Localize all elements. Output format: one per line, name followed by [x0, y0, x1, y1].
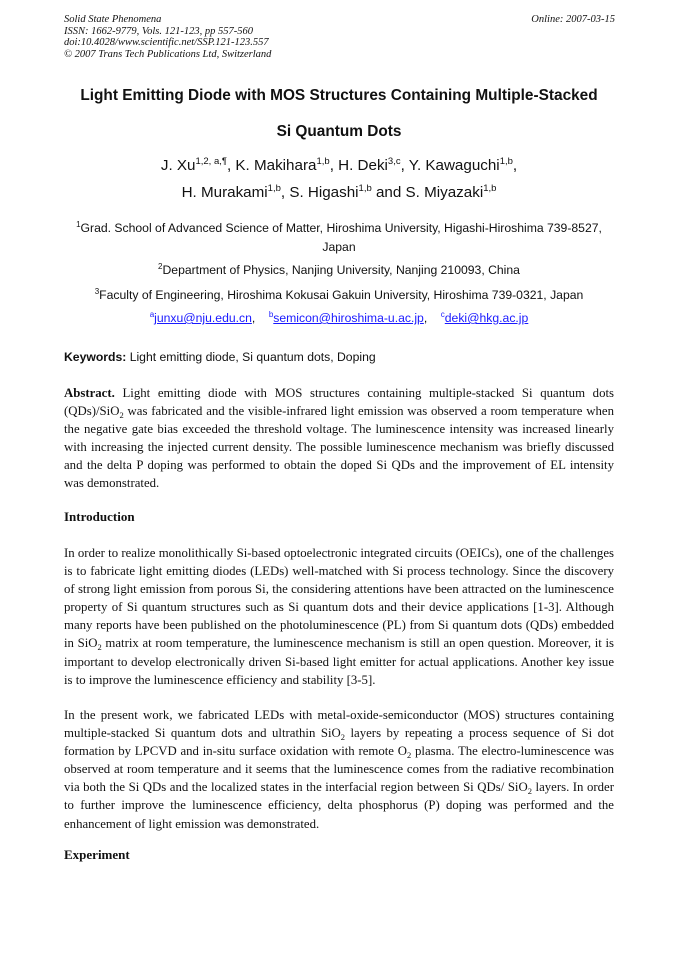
- email-marker: a: [149, 310, 155, 319]
- subscript: 2: [406, 750, 412, 761]
- affiliation-text: Grad. School of Advanced Science of Matter, Hiroshima University, Higashi-Hiroshima 739-8527, Japan: [80, 221, 602, 254]
- abstract-text: Light emitting diode with MOS structures containing multiple-stacked Si quantum dots (QDs)/SiO: [64, 386, 614, 419]
- affiliation-text: Faculty of Engineering, Hiroshima Kokusai Gakuin University, Hiroshima 739-0321, Japan: [99, 288, 584, 302]
- email-link-a[interactable]: junxu@nju.edu.cn: [154, 311, 252, 325]
- author-superscript: 1,2, a,¶: [195, 156, 227, 167]
- affiliation-1: [60, 219, 618, 257]
- affiliation-number: 2: [158, 262, 163, 271]
- paper-title-line-2: Si Quantum Dots: [276, 123, 402, 140]
- author-superscript: 1,b: [316, 156, 330, 167]
- subscript: 2: [340, 732, 345, 743]
- paragraph-text: In order to realize monolithically Si-based optoelectronic integrated circuits (OEICs), one of the challenges is to fabricate light emitting diodes (LEDs) well-matched with Si process technology. Since the discovery of strong light emission from porous Si, the considering attentions have been attracted on the luminescence property of Si quantum structures such as Si quantum dots and their device applications [1-3]. Although many reports have been published on the photoluminescence (PL) from Si quantum dots (QDs) embedded in SiO: [64, 546, 614, 651]
- paragraph-text: layers by repeating a process sequence of Si dot formation by LPCVD and in-situ surface oxidation with remote O: [64, 726, 614, 759]
- affiliation-number: 1: [76, 220, 81, 229]
- keywords-label: Keywords:: [64, 350, 127, 364]
- affiliation-3: [60, 286, 618, 305]
- experiment-heading: Experiment: [64, 847, 130, 862]
- author-superscript: 1,b: [267, 183, 281, 194]
- author-name: , K. Makihara: [226, 157, 317, 174]
- email-marker: b: [268, 310, 274, 319]
- online-date: Online: 2007-03-15: [531, 14, 615, 25]
- subscript: 2: [97, 642, 102, 653]
- subscript: 2: [527, 786, 532, 797]
- author-line-1: [40, 157, 638, 174]
- affiliation-2: [60, 261, 618, 280]
- author-name: J. Xu: [160, 157, 196, 174]
- introduction-heading: Introduction: [64, 509, 135, 524]
- paragraph-text: In the present work, we fabricated LEDs with metal-oxide-semiconductor (MOS) structures containing multiple-stacked Si quantum dots and ultrathin SiO: [64, 708, 614, 741]
- author-separator: ,: [512, 157, 518, 174]
- paragraph-text: plasma. The electro-luminescence was observed at room temperature and it seems that the luminescence comes from the radiative recombination via both the Si QDs and the localized states in the interfacial region between Si QDs/ SiO: [64, 744, 614, 795]
- journal-doi: doi:10.4028/www.scientific.net/SSP.121-123.557: [64, 37, 269, 48]
- email-line: [40, 311, 638, 325]
- introduction-paragraph-1: [64, 544, 614, 689]
- affiliation-number: 3: [94, 287, 100, 296]
- paragraph-text: matrix at room temperature, the luminescence mechanism is still an open question. Moreover, it is important to develop electronically driven Si-based light emitter for actual applications. Another key issue is to improve the luminescence efficiency and stability [3-5].: [64, 636, 614, 687]
- author-name: , H. Deki: [329, 157, 388, 174]
- author-superscript: 3,c: [387, 156, 401, 167]
- email-marker: c: [440, 310, 445, 319]
- author-superscript: 1,b: [499, 156, 513, 167]
- author-name: and S. Miyazaki: [371, 184, 484, 201]
- journal-name: Solid State Phenomena: [64, 14, 162, 25]
- subscript: 2: [119, 410, 124, 421]
- author-name: , Y. Kawaguchi: [400, 157, 500, 174]
- abstract: [64, 384, 614, 493]
- author-superscript: 1,b: [483, 183, 497, 194]
- abstract-text: was fabricated and the visible-infrared light emission was observed a room temperature when the negative gate bias exceeded the threshold voltage. The luminescence intensity was increased linearly with increasing the injected current density. The possible luminescence mechanism was briefly discussed and the delta P doping was performed to obtain the doped Si QDs and the improvement of EL intensity was demonstrated.: [64, 404, 614, 491]
- affiliation-text: Department of Physics, Nanjing University, Nanjing 210093, China: [162, 263, 520, 277]
- email-separator: ,: [423, 311, 428, 325]
- journal-header: [64, 14, 271, 60]
- introduction-paragraph-2: [64, 706, 614, 833]
- journal-copyright: © 2007 Trans Tech Publications Ltd, Switzerland: [64, 48, 272, 60]
- author-name: , S. Higashi: [280, 184, 359, 201]
- journal-issn: ISSN: 1662-9779, Vols. 121-123, pp 557-560: [64, 25, 253, 37]
- author-name: H. Murakami: [181, 184, 268, 201]
- email-link-b[interactable]: semicon@hiroshima-u.ac.jp: [273, 311, 424, 325]
- author-superscript: 1,b: [358, 183, 372, 194]
- paper-title-line-1: Light Emitting Diode with MOS Structures Containing Multiple-Stacked: [80, 87, 598, 104]
- email-separator: ,: [251, 311, 256, 325]
- keywords-text: Light emitting diode, Si quantum dots, Doping: [126, 350, 376, 364]
- author-line-2: [40, 184, 638, 201]
- paragraph-text: layers. In order to further improve the luminescence efficiency, delta phosphorus (P) doping was performed and the enhancement of light emission was demonstrated.: [64, 780, 614, 831]
- keywords: [64, 350, 376, 364]
- abstract-label: Abstract.: [64, 386, 115, 400]
- email-link-c[interactable]: deki@hkg.ac.jp: [444, 311, 529, 325]
